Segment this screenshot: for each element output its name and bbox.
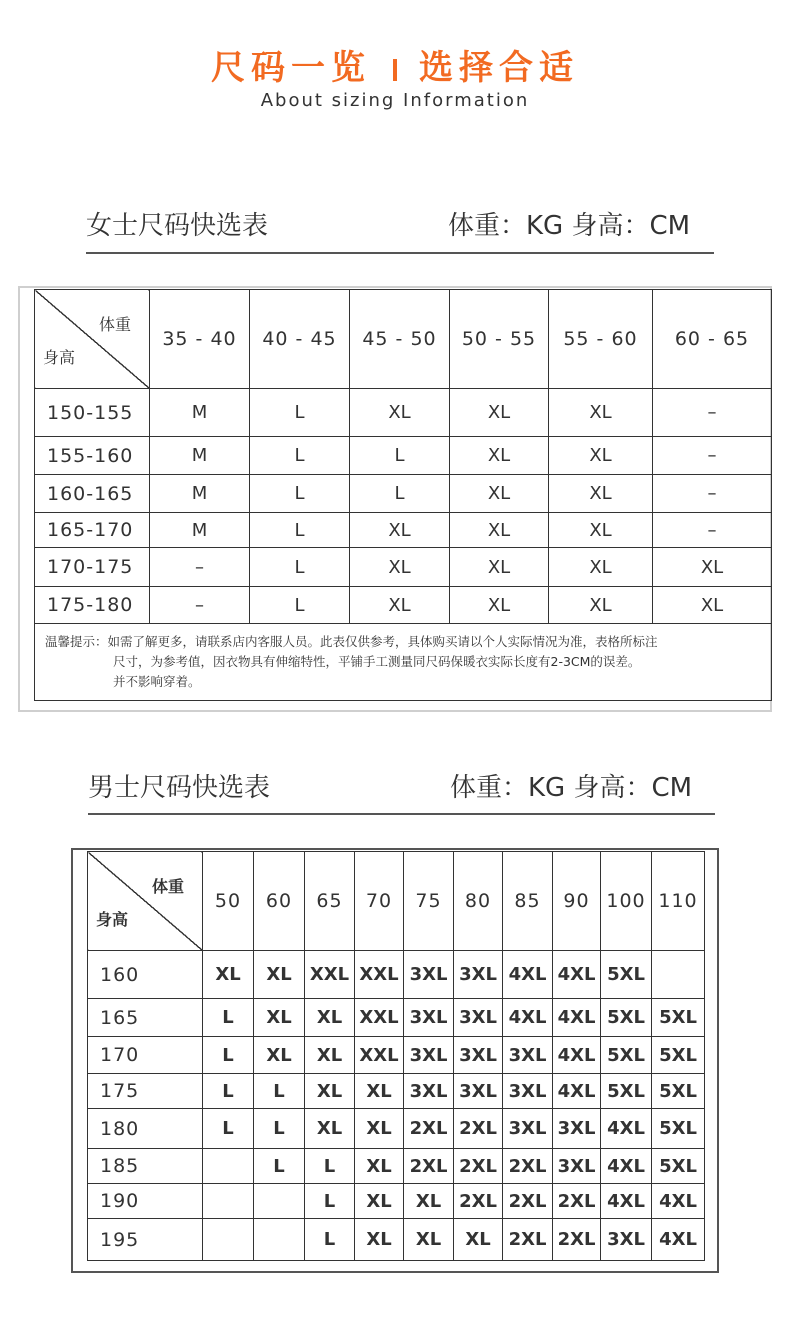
- men-size-cell: 3XL: [553, 1149, 601, 1184]
- men-size-cell: 2XL: [404, 1109, 454, 1149]
- women-table-row: [35, 587, 772, 624]
- women-size-cell: XL: [450, 437, 549, 475]
- women-size-cell: XL: [450, 513, 549, 548]
- men-size-cell: XL: [254, 999, 305, 1037]
- men-size-cell: XL: [355, 1219, 404, 1261]
- women-size-cell: XL: [450, 548, 549, 587]
- men-size-cell: L: [305, 1184, 355, 1219]
- women-size-cell: L: [350, 475, 450, 513]
- men-row-height: 180: [88, 1109, 203, 1149]
- men-corner-weight: 体重: [151, 877, 184, 896]
- women-corner-cell: [35, 290, 150, 389]
- men-size-cell: XL: [355, 1074, 404, 1109]
- men-size-table: [87, 851, 705, 1261]
- men-size-cell: L: [203, 1074, 254, 1109]
- men-size-cell: 3XL: [553, 1109, 601, 1149]
- men-size-cell: XXL: [305, 951, 355, 999]
- women-table-row: [35, 475, 772, 513]
- women-col-header: 50 - 55: [450, 290, 549, 389]
- women-size-cell: XL: [549, 437, 653, 475]
- men-size-cell: 4XL: [553, 951, 601, 999]
- women-size-cell: XL: [549, 389, 653, 437]
- women-size-cell: XL: [549, 548, 653, 587]
- women-col-header: 60 - 65: [653, 290, 772, 389]
- women-size-cell: XL: [350, 513, 450, 548]
- men-col-header: 80: [454, 852, 503, 951]
- men-size-cell: L: [254, 1149, 305, 1184]
- women-unit-label: 体重：KG 身高：CM: [448, 211, 691, 241]
- men-size-cell: XL: [254, 951, 305, 999]
- men-size-cell: L: [254, 1109, 305, 1149]
- men-size-cell: L: [203, 1037, 254, 1074]
- men-size-cell: XL: [305, 1074, 355, 1109]
- men-col-header: 70: [355, 852, 404, 951]
- men-col-header: 110: [652, 852, 705, 951]
- women-col-header: 35 - 40: [150, 290, 250, 389]
- men-size-cell: XL: [305, 1109, 355, 1149]
- women-size-cell: M: [150, 513, 250, 548]
- men-row-height: 160: [88, 951, 203, 999]
- men-size-cell: 4XL: [503, 951, 553, 999]
- men-table-row: [88, 1109, 705, 1149]
- women-size-cell: XL: [549, 587, 653, 624]
- women-row-height: 160-165: [35, 475, 150, 513]
- men-col-header: 85: [503, 852, 553, 951]
- women-col-header: 45 - 50: [350, 290, 450, 389]
- men-row-height: 185: [88, 1149, 203, 1184]
- men-size-cell: 5XL: [601, 1037, 652, 1074]
- men-size-cell: 2XL: [454, 1149, 503, 1184]
- women-section-rule: [86, 252, 714, 254]
- men-row-height: 175: [88, 1074, 203, 1109]
- men-size-cell: 4XL: [553, 1074, 601, 1109]
- men-size-cell: 3XL: [454, 951, 503, 999]
- page-title: [0, 40, 790, 89]
- women-col-header: 55 - 60: [549, 290, 653, 389]
- men-size-cell: [203, 1149, 254, 1184]
- men-table-row: [88, 999, 705, 1037]
- women-size-cell: –: [150, 548, 250, 587]
- women-row-height: 170-175: [35, 548, 150, 587]
- men-size-cell: 3XL: [503, 1037, 553, 1074]
- men-size-cell: XL: [355, 1184, 404, 1219]
- men-size-cell: 4XL: [601, 1149, 652, 1184]
- men-size-cell: XL: [305, 999, 355, 1037]
- men-size-cell: 4XL: [601, 1184, 652, 1219]
- women-corner-height: 身高: [43, 348, 76, 367]
- men-section-rule: [88, 813, 715, 815]
- men-size-cell: 2XL: [503, 1219, 553, 1261]
- women-section-title: 女士尺码快选表: [86, 211, 269, 241]
- men-size-cell: XL: [305, 1037, 355, 1074]
- women-size-cell: –: [653, 475, 772, 513]
- women-size-cell: XL: [549, 513, 653, 548]
- men-row-height: 170: [88, 1037, 203, 1074]
- women-size-cell: L: [250, 475, 350, 513]
- men-size-cell: XL: [203, 951, 254, 999]
- men-size-cell: 5XL: [601, 999, 652, 1037]
- men-col-header: 90: [553, 852, 601, 951]
- women-size-cell: M: [150, 475, 250, 513]
- men-size-cell: 4XL: [652, 1219, 705, 1261]
- women-table-row: [35, 548, 772, 587]
- men-header-row: [88, 852, 705, 951]
- men-size-cell: 3XL: [404, 951, 454, 999]
- men-size-cell: 2XL: [454, 1109, 503, 1149]
- title-separator: [393, 59, 397, 81]
- men-size-cell: 4XL: [601, 1109, 652, 1149]
- men-size-cell: 3XL: [404, 999, 454, 1037]
- women-table-row: [35, 513, 772, 548]
- women-note-text: 温馨提示：如需了解更多，请联系店内客服人员。此表仅供参考，具体购买请以个人实际情况为准，表格所标注: [45, 634, 658, 649]
- men-table-row: [88, 1074, 705, 1109]
- men-size-cell: 2XL: [404, 1149, 454, 1184]
- men-size-cell: 4XL: [652, 1184, 705, 1219]
- men-size-cell: XL: [355, 1149, 404, 1184]
- men-section-title: 男士尺码快选表: [88, 773, 271, 803]
- men-table-row: [88, 1184, 705, 1219]
- men-size-cell: XL: [254, 1037, 305, 1074]
- men-size-cell: XL: [404, 1219, 454, 1261]
- men-size-cell: XXL: [355, 951, 404, 999]
- women-size-cell: L: [250, 548, 350, 587]
- men-size-cell: 2XL: [503, 1149, 553, 1184]
- men-size-cell: L: [254, 1074, 305, 1109]
- men-size-cell: XL: [454, 1219, 503, 1261]
- women-size-cell: XL: [450, 389, 549, 437]
- men-corner-height: 身高: [96, 910, 129, 929]
- women-size-table: [34, 289, 772, 701]
- men-size-cell: 2XL: [553, 1184, 601, 1219]
- men-col-header: 65: [305, 852, 355, 951]
- women-size-cell: XL: [350, 548, 450, 587]
- men-size-cell: 3XL: [503, 1074, 553, 1109]
- men-size-cell: 3XL: [454, 1037, 503, 1074]
- women-note-row: [35, 624, 772, 701]
- men-size-cell: 5XL: [652, 1037, 705, 1074]
- page-subtitle: About sizing Information: [260, 90, 530, 111]
- men-col-header: 75: [404, 852, 454, 951]
- men-size-cell: 5XL: [601, 951, 652, 999]
- men-table-row: [88, 951, 705, 999]
- women-size-cell: XL: [450, 587, 549, 624]
- men-col-header: 50: [203, 852, 254, 951]
- women-row-height: 155-160: [35, 437, 150, 475]
- men-col-header: 100: [601, 852, 652, 951]
- men-size-cell: XL: [355, 1109, 404, 1149]
- women-size-cell: L: [250, 389, 350, 437]
- women-size-cell: XL: [653, 587, 772, 624]
- men-size-cell: L: [203, 999, 254, 1037]
- women-size-cell: L: [250, 437, 350, 475]
- men-row-height: 165: [88, 999, 203, 1037]
- men-size-cell: 3XL: [404, 1074, 454, 1109]
- men-row-height: 195: [88, 1219, 203, 1261]
- women-size-cell: M: [150, 389, 250, 437]
- women-size-cell: L: [250, 587, 350, 624]
- women-size-cell: –: [653, 437, 772, 475]
- women-size-cell: XL: [450, 475, 549, 513]
- page-title-left: 尺码一览: [211, 48, 371, 88]
- men-table-row: [88, 1219, 705, 1261]
- women-row-height: 165-170: [35, 513, 150, 548]
- men-size-cell: 5XL: [652, 999, 705, 1037]
- women-size-cell: XL: [549, 475, 653, 513]
- women-size-cell: XL: [350, 587, 450, 624]
- men-size-cell: [254, 1184, 305, 1219]
- women-size-cell: –: [653, 389, 772, 437]
- men-size-cell: L: [305, 1149, 355, 1184]
- women-row-height: 175-180: [35, 587, 150, 624]
- men-size-cell: [203, 1219, 254, 1261]
- men-size-cell: 5XL: [652, 1149, 705, 1184]
- men-row-height: 190: [88, 1184, 203, 1219]
- women-note-text: 并不影响穿着。: [113, 674, 201, 689]
- women-note-cell: [35, 624, 772, 701]
- women-size-cell: XL: [653, 548, 772, 587]
- men-size-cell: XXL: [355, 999, 404, 1037]
- men-size-cell: 2XL: [503, 1184, 553, 1219]
- men-size-cell: XXL: [355, 1037, 404, 1074]
- women-col-header: 40 - 45: [250, 290, 350, 389]
- men-table-row: [88, 1037, 705, 1074]
- men-size-cell: 3XL: [404, 1037, 454, 1074]
- women-note-text: 尺寸，为参考值，因衣物具有伸缩特性，平铺手工测量同尺码保暖衣实际长度有2-3CM的误差。: [113, 654, 641, 669]
- women-row-height: 150-155: [35, 389, 150, 437]
- men-size-cell: 5XL: [652, 1109, 705, 1149]
- men-size-cell: 4XL: [553, 1037, 601, 1074]
- women-table-row: [35, 437, 772, 475]
- men-size-cell: XL: [404, 1184, 454, 1219]
- men-corner-cell: [88, 852, 203, 951]
- page-title-right: 选择合适: [419, 48, 579, 88]
- men-size-cell: 3XL: [503, 1109, 553, 1149]
- women-size-cell: –: [653, 513, 772, 548]
- men-size-cell: 2XL: [553, 1219, 601, 1261]
- men-size-cell: [203, 1184, 254, 1219]
- men-size-cell: 5XL: [652, 1074, 705, 1109]
- men-size-cell: [254, 1219, 305, 1261]
- women-table-row: [35, 389, 772, 437]
- men-table-row: [88, 1149, 705, 1184]
- women-size-cell: –: [150, 587, 250, 624]
- men-size-cell: 5XL: [601, 1074, 652, 1109]
- men-size-cell: 2XL: [454, 1184, 503, 1219]
- men-size-cell: 3XL: [454, 999, 503, 1037]
- men-size-cell: L: [203, 1109, 254, 1149]
- men-size-cell: 3XL: [601, 1219, 652, 1261]
- men-size-cell: [652, 951, 705, 999]
- men-col-header: 60: [254, 852, 305, 951]
- women-size-cell: L: [350, 437, 450, 475]
- women-size-cell: M: [150, 437, 250, 475]
- women-header-row: [35, 290, 772, 389]
- women-size-cell: L: [250, 513, 350, 548]
- men-size-cell: 4XL: [553, 999, 601, 1037]
- men-size-cell: L: [305, 1219, 355, 1261]
- women-size-cell: XL: [350, 389, 450, 437]
- women-corner-weight: 体重: [98, 315, 131, 334]
- men-size-cell: 4XL: [503, 999, 553, 1037]
- men-size-cell: 3XL: [454, 1074, 503, 1109]
- men-unit-label: 体重：KG 身高：CM: [450, 773, 693, 803]
